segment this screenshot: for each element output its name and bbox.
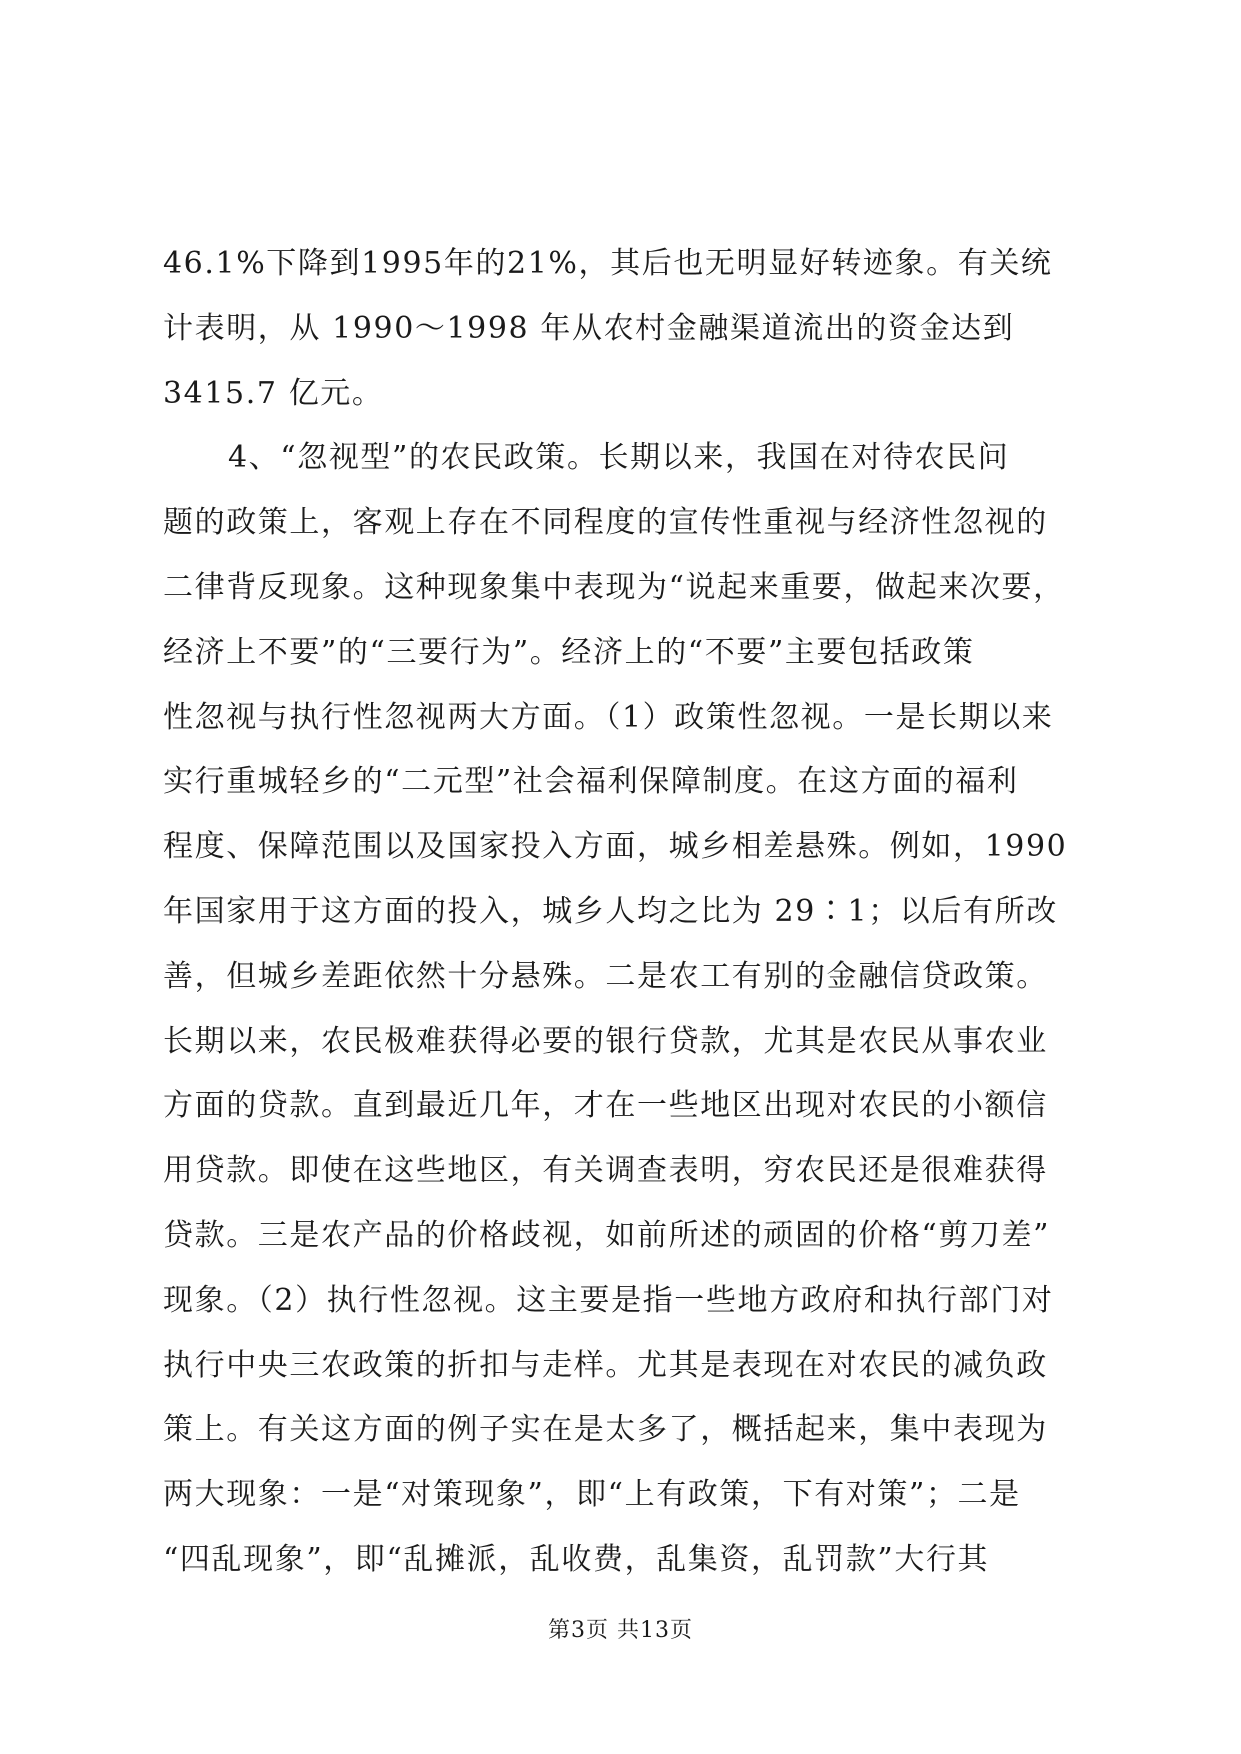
text-line: 46.1%下降到1995年的21%，其后也无明显好转迹象。有关统 [163, 246, 1053, 281]
text-line: 策上。有关这方面的例子实在是太多了，概括起来，集中表现为 [163, 1412, 1048, 1448]
text-line: 长期以来，农民极难获得必要的银行贷款，尤其是农民从事农业 [163, 1023, 1048, 1059]
paragraph-first-line: 4、“忽视型”的农民政策。长期以来，我国在对待农民问 [228, 440, 1010, 476]
text-line: 方面的贷款。直到最近几年，才在一些地区出现对农民的小额信 [163, 1088, 1048, 1124]
text-line: 性忽视与执行性忽视两大方面。（1）政策性忽视。一是长期以来 [163, 699, 1054, 735]
text-line: 二律背反现象。这种现象集中表现为“说起来重要，做起来次要， [163, 569, 1065, 605]
page-footer: 第3页 共13页 [548, 1618, 693, 1643]
text-line: 现象。（2）执行性忽视。这主要是指一些地方政府和执行部门对 [163, 1282, 1054, 1318]
text-line: 经济上不要”的“三要行为”。经济上的“不要”主要包括政策 [163, 634, 975, 670]
text-line: 题的政策上，客观上存在不同程度的宣传性重视与经济性忽视的 [163, 505, 1048, 541]
text-line: “四乱现象”，即“乱摊派，乱收费，乱集资，乱罚款”大行其 [163, 1541, 990, 1577]
text-line: 两大现象：一是“对策现象”，即“上有政策，下有对策”；二是 [163, 1477, 1021, 1513]
text-line: 实行重城轻乡的“二元型”社会福利保障制度。在这方面的福利 [163, 764, 1019, 800]
text-line: 善，但城乡差距依然十分悬殊。二是农工有别的金融信贷政策。 [163, 958, 1048, 994]
text-line: 程度、保障范围以及国家投入方面，城乡相差悬殊。例如，1990 [163, 829, 1068, 865]
text-line: 用贷款。即使在这些地区，有关调查表明，穷农民还是很难获得 [163, 1153, 1048, 1189]
text-line: 3415.7 亿元。 [163, 375, 384, 411]
body-text [163, 232, 1083, 1593]
text-line: 年国家用于这方面的投入，城乡人均之比为 29∶1；以后有所改 [163, 893, 1058, 929]
text-line: 计表明，从 1990～1998 年从农村金融渠道流出的资金达到 [163, 310, 1015, 346]
text-line: 执行中央三农政策的折扣与走样。尤其是表现在对农民的减负政 [163, 1347, 1048, 1383]
text-line: 贷款。三是农产品的价格歧视，如前所述的顽固的价格“剪刀差” [163, 1217, 1051, 1253]
